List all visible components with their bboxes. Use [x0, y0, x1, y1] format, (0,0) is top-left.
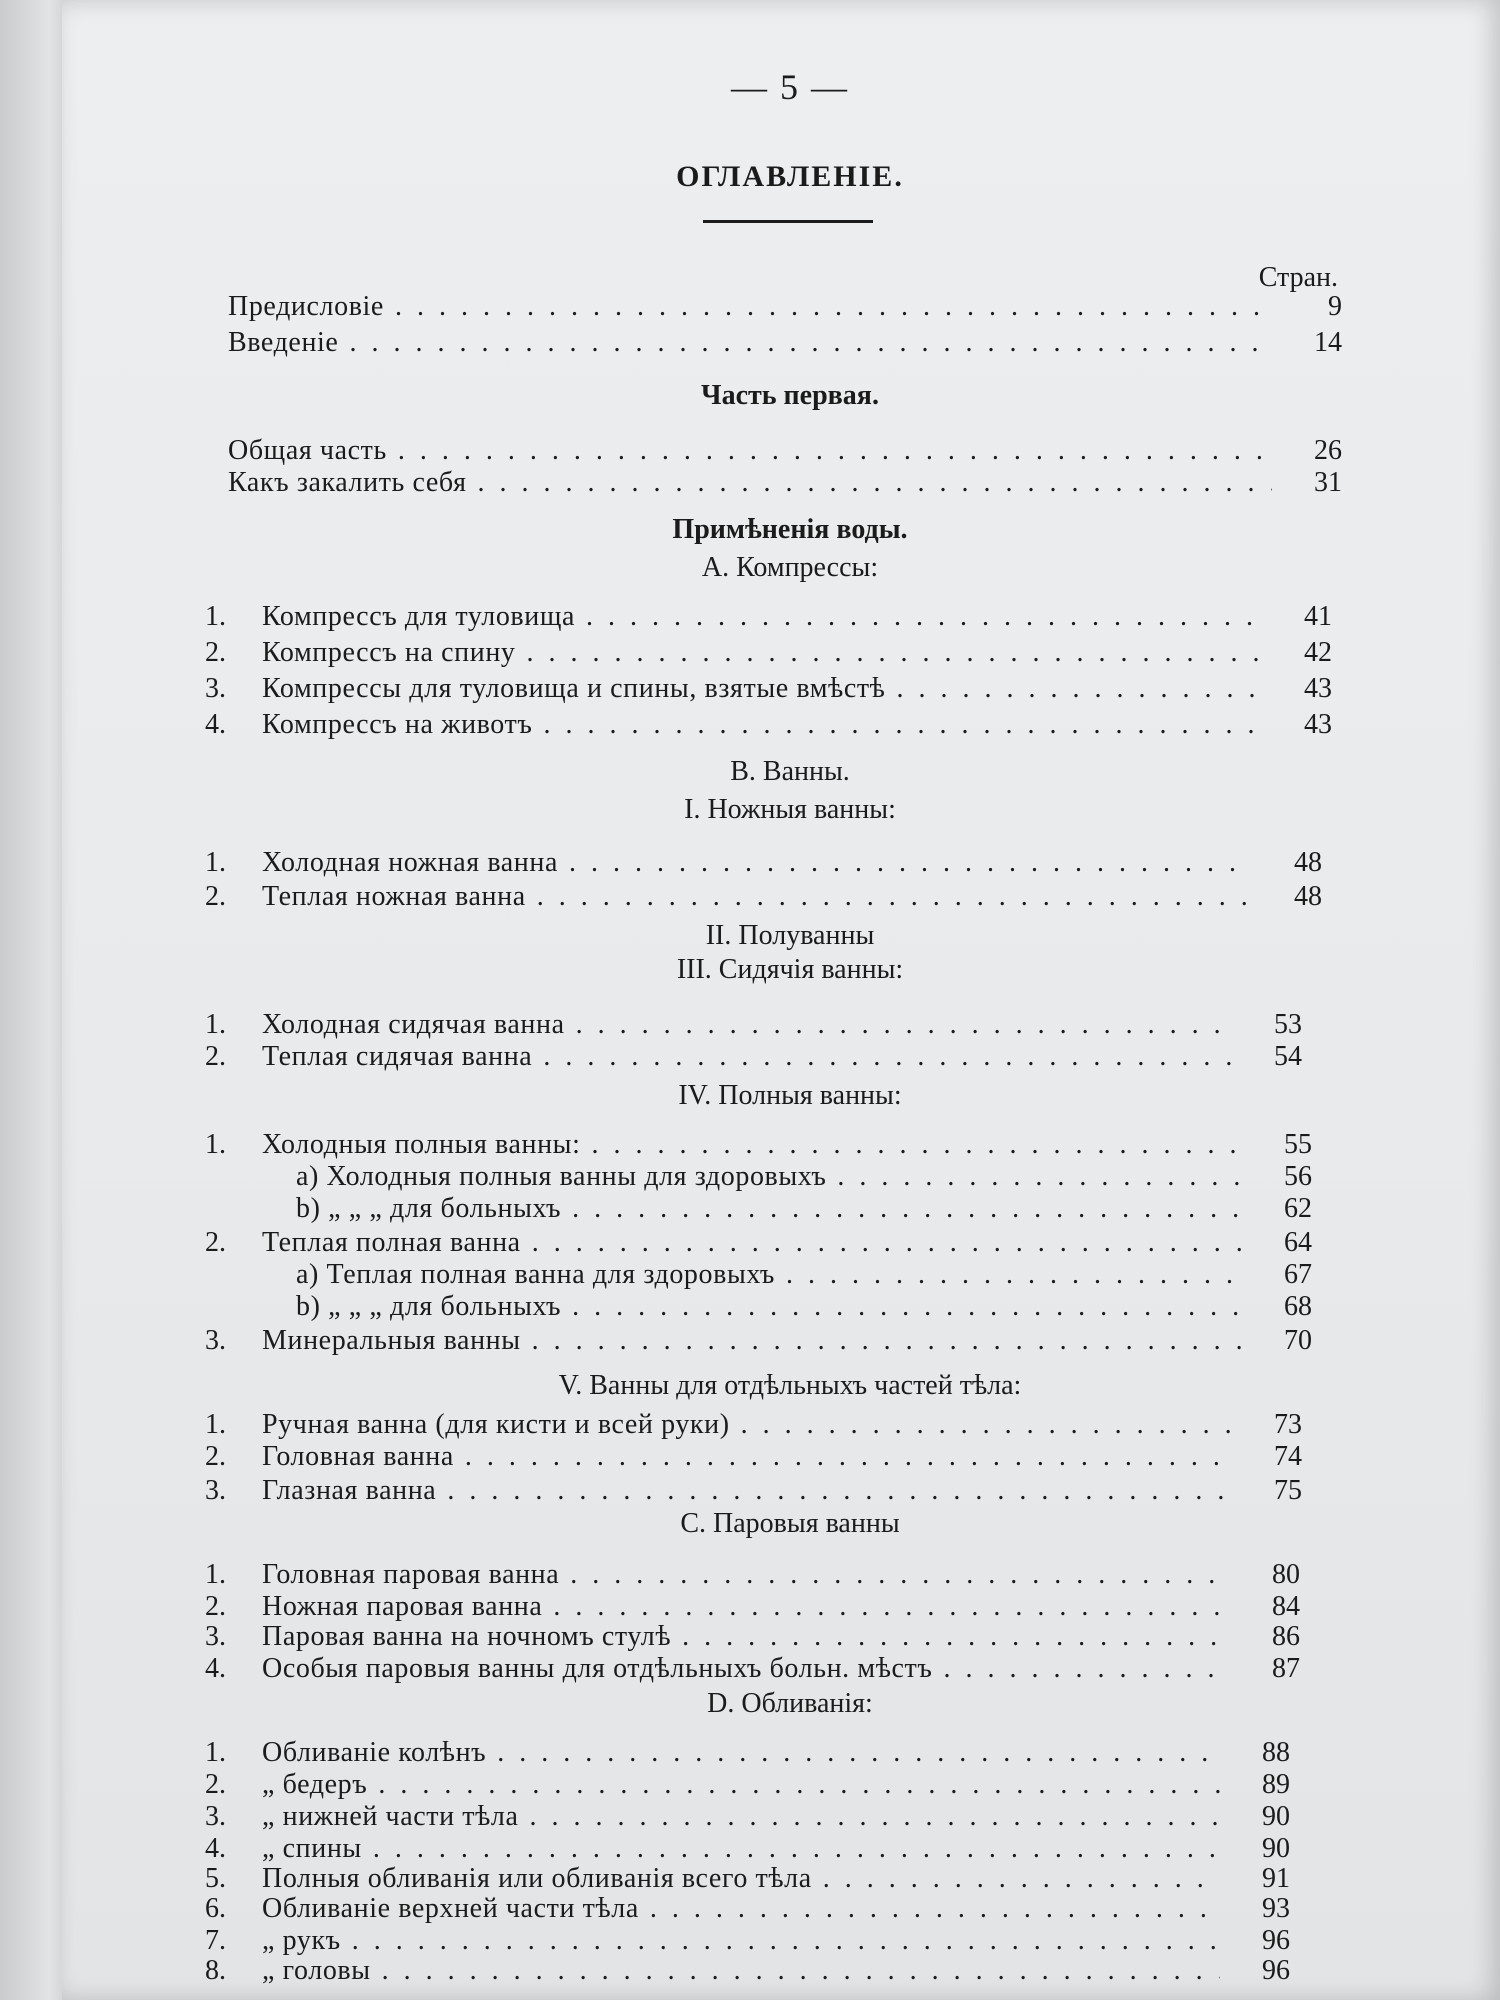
toc-entry-page: 64: [1284, 1227, 1312, 1258]
toc-entry-page: 90: [1262, 1801, 1290, 1832]
toc-entry-page: 74: [1274, 1441, 1302, 1472]
toc-entry-title: Компрессъ на спину . .: [262, 636, 1262, 670]
toc-entry-number: 1.: [205, 1009, 226, 1040]
toc-entry-title: Предисловіе . .: [228, 290, 1272, 324]
toc-entry-title: Какъ закалить себя . .: [228, 466, 1272, 500]
toc-entry-number: 4.: [205, 1653, 226, 1684]
toc-entry-number: 7.: [205, 1925, 226, 1956]
toc-entry-title: Теплая ножная ванна . .: [262, 880, 1252, 914]
toc-entry-number: 1.: [205, 1129, 226, 1160]
toc-entry: [190, 1832, 1300, 1866]
toc-entry-number: 3.: [205, 1801, 226, 1832]
toc-entry-title: Холодныя полныя ванны: . .: [262, 1128, 1242, 1162]
toc-entry-number: 1.: [205, 1737, 226, 1768]
toc-entry-page: 43: [1304, 709, 1332, 740]
title-underline: [703, 220, 873, 223]
toc-entry-title: a) Холодныя полныя ванны для здоровыхъ . .: [296, 1160, 1242, 1194]
toc-entry-number: 2.: [205, 881, 226, 912]
toc-entry: [190, 1040, 1312, 1074]
section-heading: D. Обливанія:: [707, 1688, 873, 1719]
toc-entry-title: Компрессъ на животъ . .: [262, 708, 1262, 742]
toc-entry: [190, 1128, 1322, 1162]
toc-entry-page: 70: [1284, 1325, 1312, 1356]
toc-entry-title: „ головы . .: [262, 1954, 1220, 1988]
toc-entry-page: 55: [1284, 1129, 1312, 1160]
toc-entry-title: Теплая полная ванна . .: [262, 1226, 1242, 1260]
toc-entry-page: 75: [1274, 1475, 1302, 1506]
toc-entry-page: 56: [1284, 1161, 1312, 1192]
toc-entry-number: 4.: [205, 709, 226, 740]
section-heading: II. Полуванны: [705, 920, 875, 951]
toc-entry-page: 93: [1262, 1893, 1290, 1924]
toc-entry-page: 91: [1262, 1863, 1290, 1894]
toc-entry-title: Обливаніе верхней части тѣла . .: [262, 1892, 1220, 1926]
toc-entry-title: Головная ванна . .: [262, 1440, 1232, 1474]
toc-entry-number: 3.: [205, 1621, 226, 1652]
toc-entry-title: „ нижней части тѣла . .: [262, 1800, 1220, 1834]
toc-entry: [190, 672, 1342, 706]
toc-entry: [190, 1324, 1322, 1358]
toc-entry-page: 9: [1328, 291, 1342, 322]
toc-entry-title: Введеніе . .: [228, 326, 1272, 360]
toc-entry-page: 96: [1262, 1925, 1290, 1956]
toc-entry-page: 14: [1314, 327, 1342, 358]
toc-entry: [190, 326, 1352, 360]
toc-entry-title: Холодная ножная ванна . .: [262, 846, 1252, 880]
toc-entry: [190, 1440, 1312, 1474]
toc-entry-number: 1.: [205, 1409, 226, 1440]
toc-entry-page: 86: [1272, 1621, 1300, 1652]
section-heading: С. Паровыя ванны: [680, 1508, 900, 1539]
toc-entry: [190, 1862, 1300, 1896]
toc-entry-title: Особыя паровыя ванны для отдѣльныхъ больн. мѣстъ . .: [262, 1652, 1230, 1686]
toc-entry-page: 80: [1272, 1559, 1300, 1590]
toc-entry-page: 67: [1284, 1259, 1312, 1290]
toc-entry-number: 1.: [205, 601, 226, 632]
toc-entry-page: 84: [1272, 1591, 1300, 1622]
toc-entry: [190, 434, 1352, 468]
toc-entry-title: Головная паровая ванна . .: [262, 1558, 1230, 1592]
toc-entry: [190, 1474, 1312, 1508]
toc-entry: [190, 1192, 1322, 1226]
toc-entry: [190, 1590, 1310, 1624]
toc-entry: [190, 1954, 1300, 1988]
toc-entry-number: 1.: [205, 847, 226, 878]
toc-entry-number: 2.: [205, 1591, 226, 1622]
section-heading: III. Сидячія ванны:: [676, 954, 904, 985]
toc-entry: [190, 1558, 1310, 1592]
toc-entry-title: „ рукъ . .: [262, 1924, 1220, 1958]
section-heading: В. Ванны.: [730, 756, 850, 787]
toc-entry-page: 41: [1304, 601, 1332, 632]
toc-entry: [190, 1892, 1300, 1926]
toc-entry-number: 5.: [205, 1863, 226, 1894]
toc-entry-number: 8.: [205, 1955, 226, 1986]
toc-entry-page: 48: [1294, 847, 1322, 878]
toc-entry-title: Общая часть . .: [228, 434, 1272, 468]
toc-entry: [190, 1008, 1312, 1042]
toc-entry: [190, 1652, 1310, 1686]
toc-entry-title: Обливаніе колѣнъ . .: [262, 1736, 1220, 1770]
toc-entry-number: 1.: [205, 1559, 226, 1590]
toc-entry: [190, 1408, 1312, 1442]
toc-entry-title: Компрессы для туловища и спины, взятые вмѣстѣ . .: [262, 672, 1262, 706]
section-heading: IV. Полныя ванны:: [678, 1080, 902, 1111]
toc-entry: [190, 636, 1342, 670]
toc-entry: [190, 1768, 1300, 1802]
toc-entry: [190, 600, 1342, 634]
toc-entry-page: 31: [1314, 467, 1342, 498]
toc-entry-title: Паровая ванна на ночномъ стулѣ . .: [262, 1620, 1230, 1654]
page-number: — 5 —: [731, 67, 849, 107]
toc-entry: [190, 290, 1352, 324]
section-heading: I. Ножныя ванны:: [684, 794, 896, 825]
toc-entry-number: 3.: [205, 673, 226, 704]
toc-entry: [190, 1620, 1310, 1654]
toc-entry-title: Теплая сидячая ванна . .: [262, 1040, 1232, 1074]
toc-entry: [190, 708, 1342, 742]
toc-entry-page: 89: [1262, 1769, 1290, 1800]
toc-entry-page: 42: [1304, 637, 1332, 668]
toc-entry-page: 43: [1304, 673, 1332, 704]
toc-entry-title: a) Теплая полная ванна для здоровыхъ . .: [296, 1258, 1242, 1292]
toc-entry-number: 2.: [205, 637, 226, 668]
toc-entry-title: Полныя обливанія или обливанія всего тѣла . .: [262, 1862, 1220, 1896]
toc-entry-title: b) „ „ „ для больныхъ . .: [296, 1290, 1242, 1324]
toc-entry-page: 53: [1274, 1009, 1302, 1040]
toc-entry-title: Ручная ванна (для кисти и всей руки) . .: [262, 1408, 1232, 1442]
toc-entry: [190, 846, 1332, 880]
toc-entry-page: 88: [1262, 1737, 1290, 1768]
toc-entry-number: 3.: [205, 1325, 226, 1356]
toc-entry-page: 48: [1294, 881, 1322, 912]
toc-entry: [190, 1160, 1322, 1194]
toc-entry-page: 73: [1274, 1409, 1302, 1440]
toc-entry-title: Ножная паровая ванна . .: [262, 1590, 1230, 1624]
toc-entry: [190, 880, 1332, 914]
toc-entry-number: 3.: [205, 1475, 226, 1506]
toc-entry-number: 4.: [205, 1833, 226, 1864]
page-column-header: Стран.: [1258, 262, 1338, 293]
page-title: ОГЛАВЛЕНІЕ.: [676, 160, 904, 193]
toc-entry-number: 2.: [205, 1769, 226, 1800]
toc-entry-page: 68: [1284, 1291, 1312, 1322]
toc-entry-page: 54: [1274, 1041, 1302, 1072]
toc-entry: [190, 1258, 1322, 1292]
section-heading: V. Ванны для отдѣльныхъ частей тѣла:: [558, 1370, 1022, 1401]
toc-entry: [190, 1290, 1322, 1324]
toc-entry-title: Компрессъ для туловища . .: [262, 600, 1262, 634]
toc-entry-title: „ спины . .: [262, 1832, 1220, 1866]
section-heading: Часть первая.: [701, 380, 879, 411]
section-heading: А. Компрессы:: [701, 552, 879, 583]
toc-entry-page: 96: [1262, 1955, 1290, 1986]
toc-entry-page: 90: [1262, 1833, 1290, 1864]
toc-entry-page: 87: [1272, 1653, 1300, 1684]
toc-entry-page: 26: [1314, 435, 1342, 466]
toc-entry: [190, 1924, 1300, 1958]
section-heading: Примѣненія воды.: [672, 514, 908, 545]
toc-entry: [190, 1226, 1322, 1260]
toc-entry-title: Минеральныя ванны . .: [262, 1324, 1242, 1358]
toc-entry: [190, 466, 1352, 500]
toc-entry-page: 62: [1284, 1193, 1312, 1224]
toc-entry-number: 2.: [205, 1441, 226, 1472]
toc-entry-title: Холодная сидячая ванна . .: [262, 1008, 1232, 1042]
toc-entry-number: 2.: [205, 1041, 226, 1072]
toc-entry-title: b) „ „ „ для больныхъ . .: [296, 1192, 1242, 1226]
toc-entry-title: Глазная ванна . .: [262, 1474, 1232, 1508]
toc-entry-title: „ бедеръ . .: [262, 1768, 1220, 1802]
toc-entry: [190, 1736, 1300, 1770]
toc-entry: [190, 1800, 1300, 1834]
toc-entry-number: 2.: [205, 1227, 226, 1258]
toc-entry-number: 6.: [205, 1893, 226, 1924]
